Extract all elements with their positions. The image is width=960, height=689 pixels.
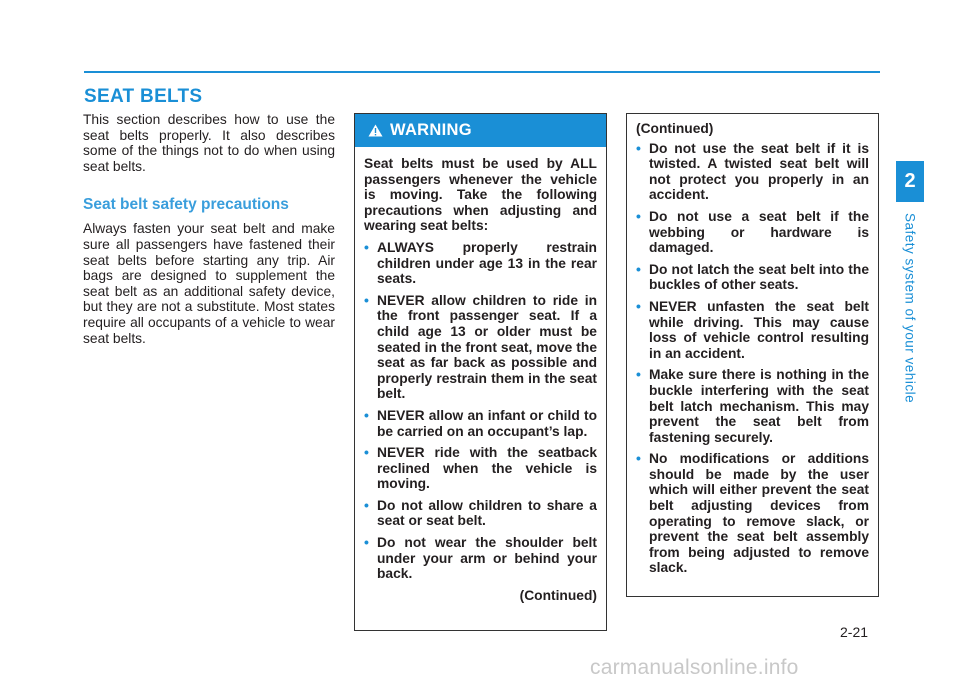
top-divider: [84, 71, 880, 73]
intro-paragraph: This section describes how to use the seat belts properly. It also describes some of the things not to do when using seat belts.: [83, 112, 335, 174]
bullet-icon: •: [636, 260, 641, 277]
continuation-body: [627, 121, 878, 576]
warning-list: [364, 240, 597, 582]
list-item: [636, 367, 869, 445]
list-item-text: NEVER ride with the seatback reclined when the vehicle is moving.: [377, 445, 597, 492]
bullet-icon: •: [364, 291, 369, 308]
list-item: [364, 535, 597, 582]
list-item-text: Do not latch the seat belt into the buckles of other seats.: [649, 261, 869, 293]
bullet-icon: •: [364, 444, 369, 461]
bullet-icon: •: [364, 496, 369, 513]
list-item-text: Do not use a seat belt if the webbing or hardware is damaged.: [649, 208, 869, 256]
list-item: [636, 209, 869, 256]
bullet-icon: •: [636, 366, 641, 383]
list-item: [364, 240, 597, 287]
warning-label: WARNING: [390, 121, 472, 139]
continued-heading: (Continued): [636, 121, 714, 136]
list-item: [364, 445, 597, 492]
list-item-text: Do not allow children to share a seat or seat belt.: [377, 497, 597, 529]
bullet-icon: •: [364, 534, 369, 551]
continuation-list: [636, 141, 869, 576]
list-item: [364, 293, 597, 402]
page-number: 2-21: [840, 624, 869, 640]
list-item-text: NEVER unfasten the seat belt while driving. This may cause loss of vehicle control resulting in an accident.: [649, 298, 869, 361]
list-item: [636, 262, 869, 293]
bullet-icon: •: [636, 139, 641, 156]
list-item-text: ALWAYS properly restrain children under age 13 in the rear seats.: [377, 239, 597, 287]
bullet-icon: •: [636, 450, 641, 467]
list-item-text: NEVER allow children to ride in the front passenger seat. If a child age 13 or older must be seated in the front seat, move the seat as far back as possible and properly restrain them in the seat belt.: [377, 292, 597, 402]
list-item: [364, 498, 597, 529]
chapter-tab: 2: [896, 161, 924, 202]
section-title: SEAT BELTS: [84, 86, 203, 107]
list-item: [364, 408, 597, 439]
bullet-icon: •: [364, 406, 369, 423]
body-paragraph: Always fasten your seat belt and make sure all passengers have fastened their seat belts before starting any trip. Air bags are designed to supplement the seat belt as an additional safety device, but they are not a substitute. Most states require all occupants of a vehicle to wear seat belts.: [83, 221, 335, 346]
intro-column: [83, 112, 335, 346]
list-item-text: Make sure there is nothing in the buckle interfering with the seat belt latch mechanism. This may prevent the seat belt from fastening securely.: [649, 367, 869, 445]
list-item-text: No modifications or additions should be made by the user which will either prevent the seat belt adjusting devices from operating to remove slack, or prevent the seat belt assembly from being adjusted to remove slack.: [649, 451, 869, 576]
list-item-text: NEVER allow an infant or child to be carried on an occupant’s lap.: [377, 407, 597, 439]
continued-label: (Continued): [519, 587, 597, 603]
warning-triangle-icon: [368, 124, 383, 137]
chapter-title: [900, 213, 920, 403]
warning-box: [354, 113, 607, 631]
warning-header: [355, 114, 606, 147]
list-item: [636, 299, 869, 361]
list-item-text: Do not use the seat belt if it is twisted. A twisted seat belt will not protect you properly in an accident.: [649, 140, 869, 203]
bullet-icon: •: [364, 238, 369, 255]
bullet-icon: •: [636, 207, 641, 224]
list-item-text: Do not wear the shoulder belt under your arm or behind your back.: [377, 535, 597, 582]
continuation-box: [626, 113, 879, 597]
chapter-title-text: Safety system of your vehicle: [902, 213, 918, 404]
list-item: [636, 451, 869, 576]
subheading: Seat belt safety precautions: [83, 196, 289, 214]
bullet-icon: •: [636, 297, 641, 314]
warning-body: [355, 147, 606, 603]
warning-intro: Seat belts must be used by ALL passengers whenever the vehicle is moving. Take the following precautions when adjusting and wearing seat belts:: [364, 156, 597, 234]
list-item: [636, 141, 869, 203]
watermark: carmanualsonline.info: [590, 656, 799, 679]
